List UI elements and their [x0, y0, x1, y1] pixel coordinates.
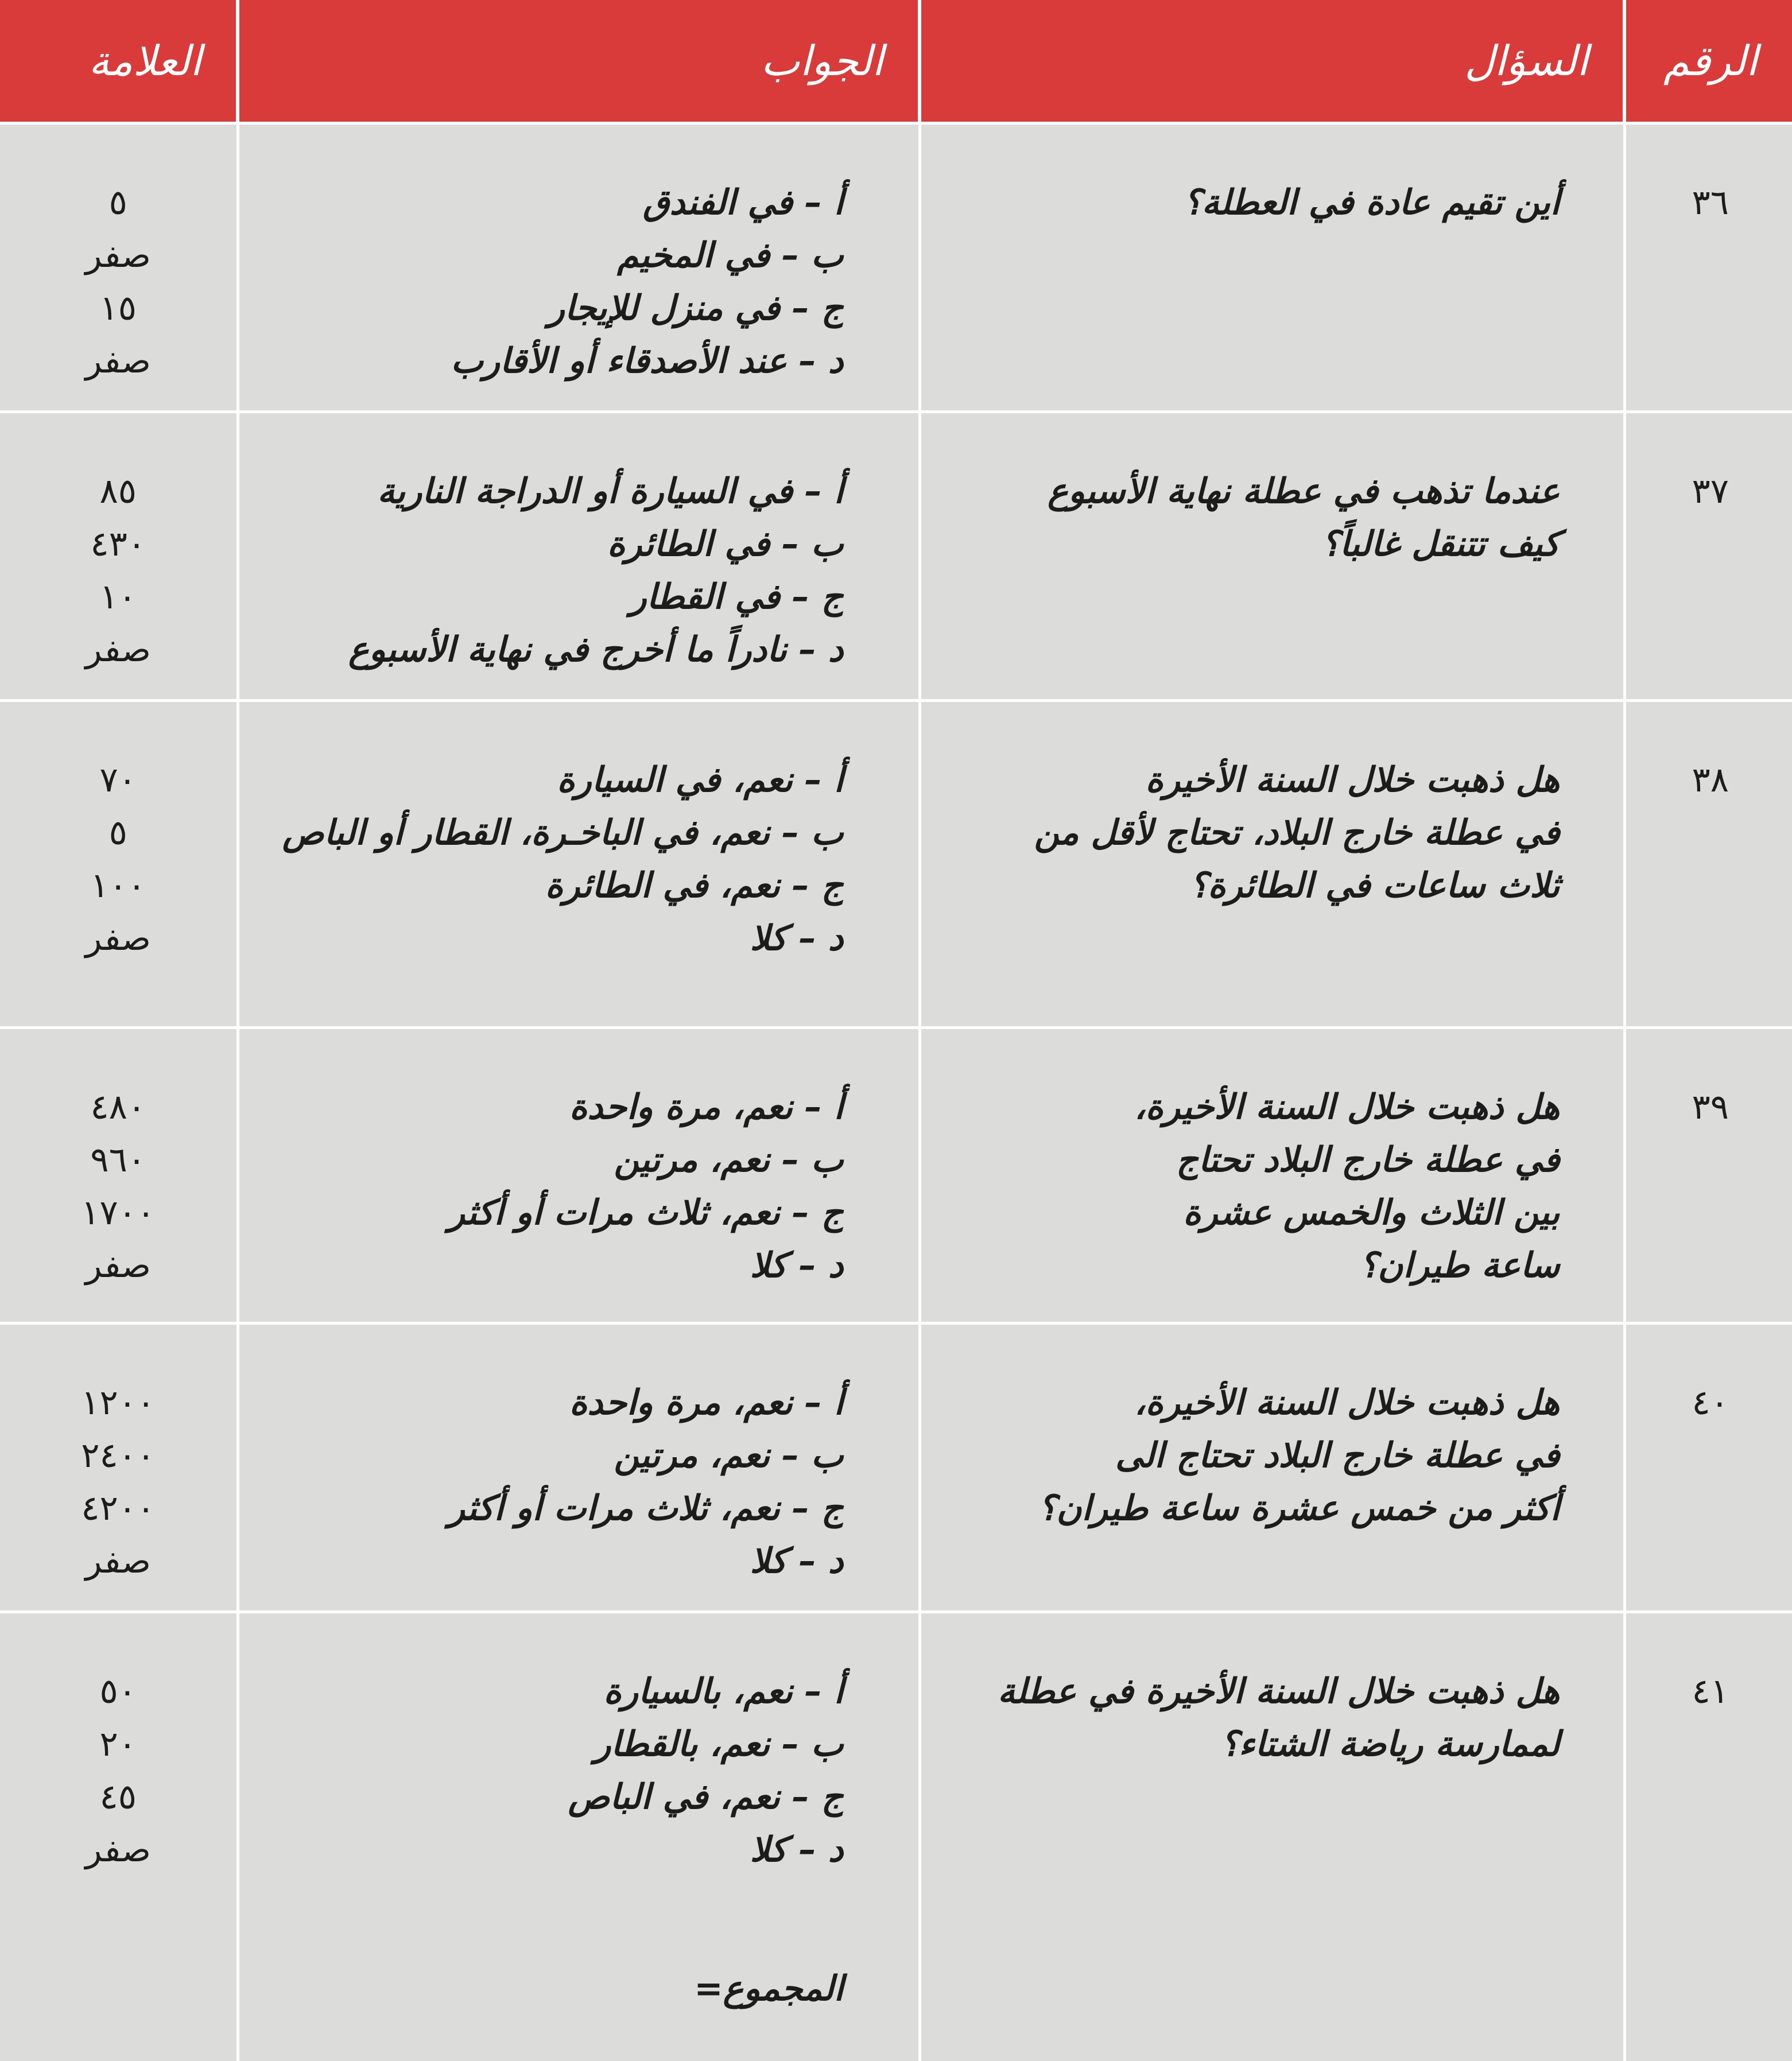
question-cell [920, 701, 1624, 1028]
question-line: هل ذهبت خلال السنة الأخيرة [1145, 760, 1560, 800]
header-score: العلامة [0, 0, 238, 123]
answer-option: د – كلا [750, 1830, 844, 1870]
row-number: ٤٠ [1624, 1323, 1792, 1612]
table-row [0, 701, 1792, 1028]
score-value: صفر [85, 341, 151, 381]
answer-cell [238, 412, 920, 701]
answer-option: ج – نعم، في الطائرة [545, 865, 844, 906]
answer-cell [238, 1612, 920, 2061]
table-row [0, 1612, 1792, 2061]
score-value: صفر [85, 235, 151, 275]
score-value: صفر [85, 1245, 151, 1286]
table-header [0, 0, 1792, 123]
answer-option: أ – في السيارة أو الدراجة النارية [377, 471, 844, 511]
question-cell [920, 1612, 1624, 2061]
score-value: ١٧٠٠ [81, 1193, 156, 1233]
answer-option: أ – نعم، مرة واحدة [569, 1383, 844, 1423]
answer-option: ب – نعم، بالقطار [594, 1724, 844, 1764]
score-value: ٤٢٠٠ [81, 1488, 156, 1528]
row-number: ٣٦ [1624, 123, 1792, 412]
table-row [0, 1028, 1792, 1323]
answer-cell [238, 701, 920, 1028]
score-value: ٤٣٠ [90, 524, 146, 564]
question-line: في عطلة خارج البلاد تحتاج [1176, 1140, 1560, 1180]
question-line: ثلاث ساعات في الطائرة؟ [1189, 865, 1560, 906]
answer-option: ج – نعم، ثلاث مرات أو أكثر [448, 1193, 844, 1233]
question-cell [920, 412, 1624, 701]
score-value: صفر [85, 1830, 151, 1870]
score-cell [0, 123, 238, 412]
score-value: ٢٠ [99, 1724, 137, 1764]
answer-option: ج – نعم، في الباص [568, 1777, 844, 1817]
score-value: ٤٥ [99, 1777, 137, 1817]
answer-option: د – عند الأصدقاء أو الأقارب [451, 341, 844, 381]
score-cell [0, 1612, 238, 2061]
answer-option: أ – في الفندق [643, 183, 844, 223]
answer-cell [238, 123, 920, 412]
score-value: ٥ [108, 183, 127, 223]
question-line: بين الثلاث والخمس عشرة [1183, 1193, 1560, 1233]
answer-cell [238, 1028, 920, 1323]
table-row [0, 1323, 1792, 1612]
answer-option: أ – نعم، بالسيارة [603, 1671, 844, 1711]
score-value: ٨٥ [99, 471, 137, 511]
score-value: ٤٨٠ [90, 1087, 146, 1127]
row-number: ٤١ [1624, 1612, 1792, 2061]
score-value: ١٢٠٠ [81, 1383, 156, 1423]
question-cell [920, 123, 1624, 412]
score-value: ٧٠ [99, 760, 137, 800]
question-cell [920, 1028, 1624, 1323]
answer-option: ج – نعم، ثلاث مرات أو أكثر [448, 1488, 844, 1528]
table-body [0, 123, 1792, 2061]
answer-option: د – نادراً ما أخرج في نهاية الأسبوع [348, 630, 844, 670]
answer-option: د – كلا [750, 1245, 844, 1286]
answer-option: ب – نعم، في الباخـرة، القطار أو الباص [282, 813, 844, 853]
score-value: صفر [85, 1541, 151, 1581]
question-line: أين تقيم عادة في العطلة؟ [1183, 183, 1560, 223]
total-label: المجموع= [694, 1969, 844, 2009]
answer-cell [238, 1323, 920, 1612]
question-line: هل ذهبت خلال السنة الأخيرة، [1134, 1087, 1560, 1127]
score-value: ٢٤٠٠ [81, 1435, 156, 1476]
question-line: لممارسة رياضة الشتاء؟ [1220, 1724, 1560, 1764]
row-number: ٣٩ [1624, 1028, 1792, 1323]
answer-option: د – كلا [750, 1541, 844, 1581]
question-line: هل ذهبت خلال السنة الأخيرة في عطلة [998, 1671, 1560, 1711]
question-line: عندما تذهب في عطلة نهاية الأسبوع [1048, 471, 1560, 511]
question-line: في عطلة خارج البلاد، تحتاج لأقل من [1034, 813, 1560, 853]
header-question: السؤال [920, 0, 1624, 123]
question-line: أكثر من خمس عشرة ساعة طيران؟ [1038, 1488, 1560, 1528]
score-value: ١٥ [99, 288, 137, 328]
header-number: الرقم [1624, 0, 1792, 123]
score-value: ٥ [108, 813, 127, 853]
row-number: ٣٧ [1624, 412, 1792, 701]
answer-option: ب – نعم، مرتين [614, 1435, 844, 1476]
row-number: ٣٨ [1624, 701, 1792, 1028]
question-line: في عطلة خارج البلاد تحتاج الى [1115, 1435, 1560, 1476]
table-row [0, 123, 1792, 412]
answer-option: أ – نعم، مرة واحدة [569, 1087, 844, 1127]
answer-option: ج – في القطار [630, 577, 844, 617]
score-value: صفر [85, 918, 151, 958]
answer-option: ج – في منزل للإيجار [548, 288, 844, 328]
answer-option: ب – في المخيم [617, 235, 844, 275]
score-value: ١٠ [99, 577, 137, 617]
answer-option: أ – نعم، في السيارة [557, 760, 844, 800]
table-row [0, 412, 1792, 701]
question-cell [920, 1323, 1624, 1612]
answer-option: ب – نعم، مرتين [614, 1140, 844, 1180]
answer-option: ب – في الطائرة [607, 524, 844, 564]
question-line: كيف تتنقل غالباً؟ [1321, 524, 1560, 564]
score-value: ٩٦٠ [90, 1140, 146, 1180]
question-line: ساعة طيران؟ [1359, 1245, 1560, 1286]
score-cell [0, 412, 238, 701]
question-line: هل ذهبت خلال السنة الأخيرة، [1134, 1383, 1560, 1423]
header-answer: الجواب [238, 0, 920, 123]
score-value: ٥٠ [99, 1671, 137, 1711]
answer-option: د – كلا [750, 918, 844, 958]
score-cell [0, 701, 238, 1028]
score-value: ١٠٠ [90, 865, 146, 906]
score-cell [0, 1323, 238, 1612]
score-cell [0, 1028, 238, 1323]
score-value: صفر [85, 630, 151, 670]
